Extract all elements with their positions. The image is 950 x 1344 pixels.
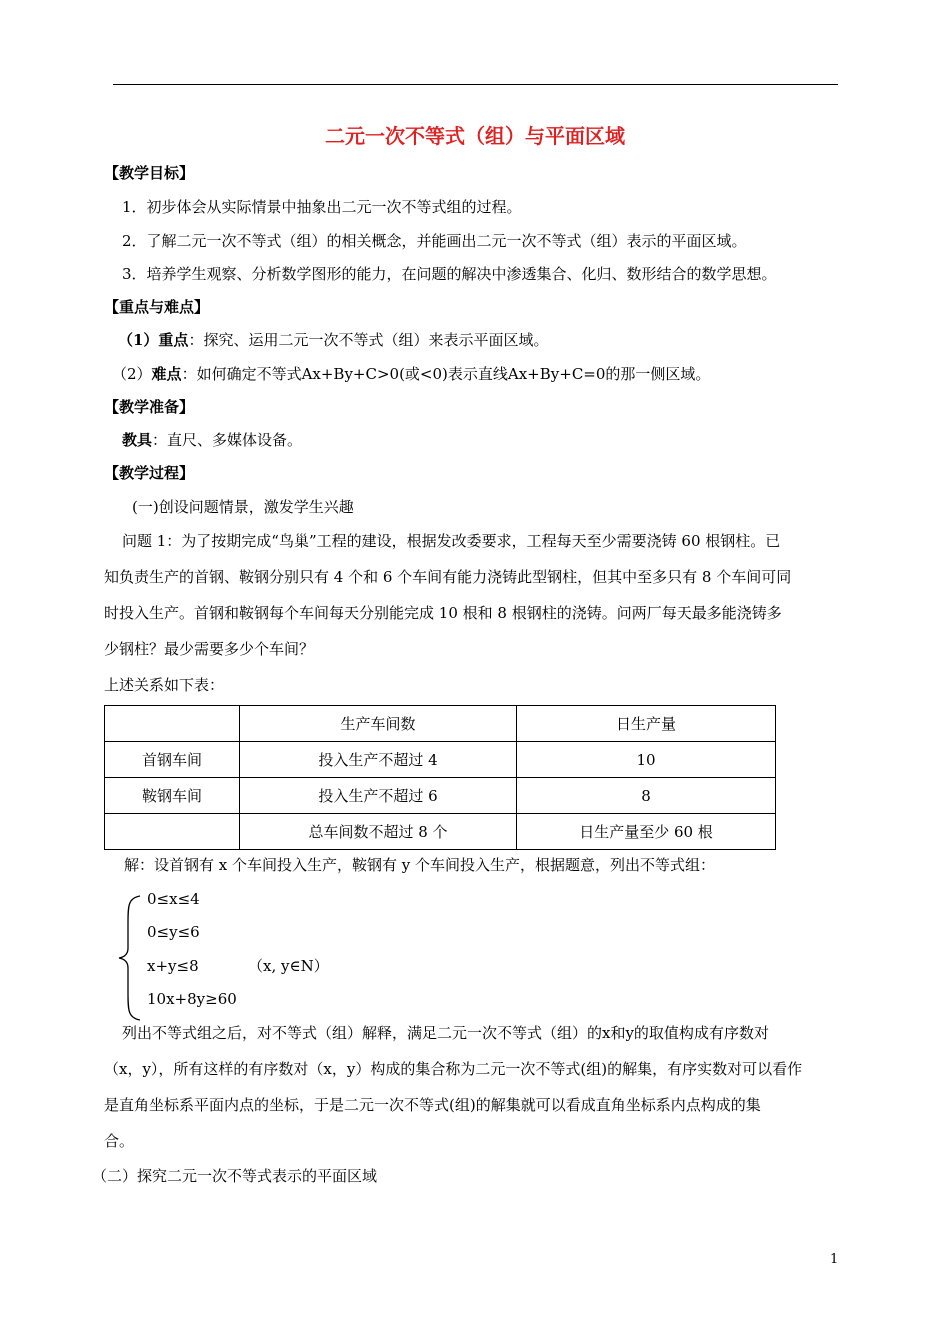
table-cell: 鞍钢车间 (105, 778, 240, 814)
table-cell (105, 814, 240, 850)
inequality-1: 0≤x≤4 (147, 890, 200, 908)
problem-line: 知负责生产的首钢、鞍钢分别只有 4 个和 6 个车间有能力浇铸此型钢柱，但其中至多只有 8 个车间可同 (104, 568, 792, 586)
table-cell: 投入生产不超过 6 (240, 778, 517, 814)
table-cell: 投入生产不超过 4 (240, 742, 517, 778)
table-cell: 10 (517, 742, 776, 778)
table-intro: 上述关系如下表： (104, 676, 225, 694)
inequality-4: 10x+8y≥60 (147, 990, 237, 1008)
table-row (105, 778, 776, 814)
difficulty-text: ：如何确定不等式Ax+By+C>0(或<0)表示直线Ax+By+C=0的那一侧区域。 (181, 365, 711, 383)
table-cell: 总车间数不超过 8 个 (240, 814, 517, 850)
difficulty-point (112, 367, 710, 382)
problem-line: 时投入生产。首钢和鞍钢每个车间每天分别能完成 10 根和 8 根钢柱的浇铸。问两厂每天最多能浇铸多 (104, 604, 782, 622)
table-cell: 生产车间数 (240, 706, 517, 742)
relation-table (104, 705, 776, 850)
inequality-3: x+y≤8 (147, 957, 199, 975)
key-point (118, 333, 548, 348)
table-cell (105, 706, 240, 742)
explanation-line: （x，y），所有这样的有序数对（x，y）构成的集合称为二元一次不等式(组)的解集，有序实数对可以看作 (104, 1060, 803, 1078)
explanation-line: 合。 (104, 1132, 135, 1150)
problem-line: 少钢柱？最少需要多少个车间？ (104, 640, 315, 658)
prep-heading: 【教学准备】 (104, 398, 195, 416)
difficulty-label: 难点 (151, 365, 182, 383)
system-condition: （x, y∈N） (248, 957, 329, 975)
page-number: 1 (830, 1252, 839, 1267)
key-text: ：探究、运用二元一次不等式（组）来表示平面区域。 (188, 331, 549, 349)
goal-item: 1．初步体会从实际情景中抽象出二元一次不等式组的过程。 (122, 198, 522, 216)
part1-heading: (一)创设问题情景，激发学生兴趣 (132, 498, 354, 516)
key-heading: 【重点与难点】 (104, 298, 210, 316)
inequality-2: 0≤y≤6 (147, 923, 200, 941)
key-label: （1）重点 (118, 331, 189, 349)
table-row (105, 814, 776, 850)
problem-line: 问题 1：为了按期完成“鸟巢”工程的建设，根据发改委要求，工程每天至少需要浇铸 60 根钢柱。已 (122, 532, 781, 550)
prep-label: 教具 (122, 431, 153, 449)
table-header-row (105, 706, 776, 742)
table-row (105, 742, 776, 778)
difficulty-prefix: （2） (112, 365, 152, 383)
prep-line (122, 433, 302, 448)
explanation-line: 是直角坐标系平面内点的坐标，于是二元一次不等式(组)的解集就可以看成直角坐标系内点构成的集 (104, 1096, 761, 1114)
process-heading: 【教学过程】 (104, 464, 195, 482)
table-cell: 8 (517, 778, 776, 814)
solution-line: 解：设首钢有 x 个车间投入生产，鞍钢有 y 个车间投入生产，根据题意，列出不等式组： (124, 856, 716, 874)
left-brace-icon (116, 894, 144, 1022)
goals-heading: 【教学目标】 (104, 164, 195, 182)
goal-item: 3．培养学生观察、分析数学图形的能力，在问题的解决中渗透集合、化归、数形结合的数学思想。 (122, 265, 777, 283)
page-title: 二元一次不等式（组）与平面区域 (325, 124, 625, 148)
header-rule (113, 84, 838, 85)
table-cell: 日生产量 (517, 706, 776, 742)
goal-item: 2．了解二元一次不等式（组）的相关概念，并能画出二元一次不等式（组）表示的平面区域。 (122, 232, 747, 250)
table-cell: 首钢车间 (105, 742, 240, 778)
prep-text: ：直尺、多媒体设备。 (152, 431, 303, 449)
table-cell: 日生产量至少 60 根 (517, 814, 776, 850)
part2-heading: （二）探究二元一次不等式表示的平面区域 (92, 1167, 378, 1185)
explanation-line: 列出不等式组之后，对不等式（组）解释，满足二元一次不等式（组）的x和y的取值构成有序数对 (122, 1024, 769, 1042)
